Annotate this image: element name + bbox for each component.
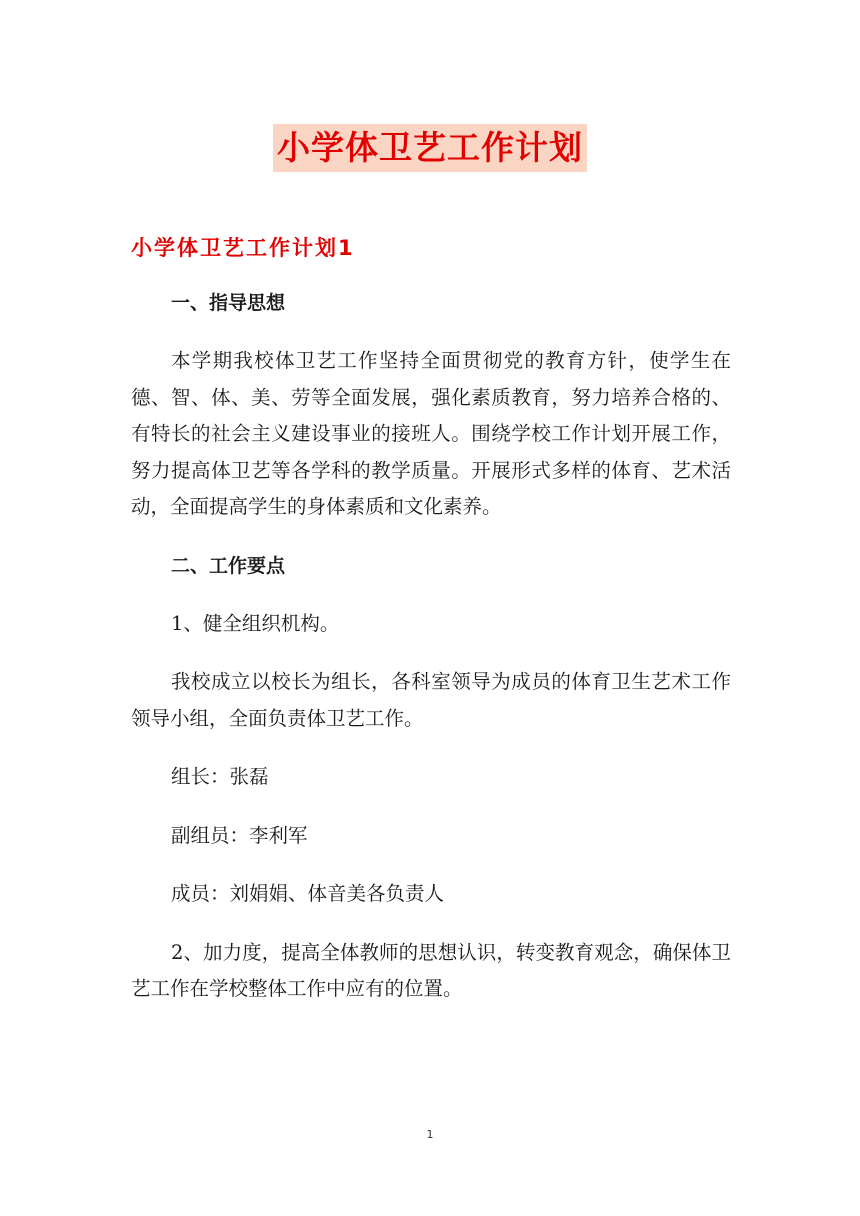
heading-guiding-ideology: 一、指导思想 — [171, 292, 286, 314]
paragraph-leadership-group: 我校成立以校长为组长，各科室领导为成员的体育卫生艺术工作领导小组，全面负责体卫艺工作。 — [131, 670, 731, 730]
title-wrapper — [0, 124, 860, 172]
members-line: 成员：刘娟娟、体音美各负责人 — [171, 882, 445, 905]
leader-line: 组长：张磊 — [171, 765, 269, 788]
page-number: 1 — [426, 1128, 434, 1141]
section-title: 小学体卫艺工作计划1 — [131, 236, 355, 260]
paragraph-guiding-ideology: 本学期我校体卫艺工作坚持全面贯彻党的教育方针，使学生在德、智、体、美、劳等全面发展，强化素质教育，努力培养合格的、有特长的社会主义建设事业的接班人。围绕学校工作计划开展工作，努力提高体卫艺等各学科的教学质量。开展形式多样的体育、艺术活动，全面提高学生的身体素质和文化素养。 — [131, 349, 731, 518]
document-body — [131, 224, 731, 1030]
document-title: 小学体卫艺工作计划 — [273, 124, 587, 172]
item-awareness: 2、加力度，提高全体教师的思想认识，转变教育观念，确保体卫艺工作在学校整体工作中应有的位置。 — [131, 940, 731, 1000]
deputy-line: 副组员：李利军 — [171, 823, 308, 847]
item-organization: 1、健全组织机构。 — [171, 611, 340, 635]
heading-work-points: 二、工作要点 — [171, 554, 286, 577]
